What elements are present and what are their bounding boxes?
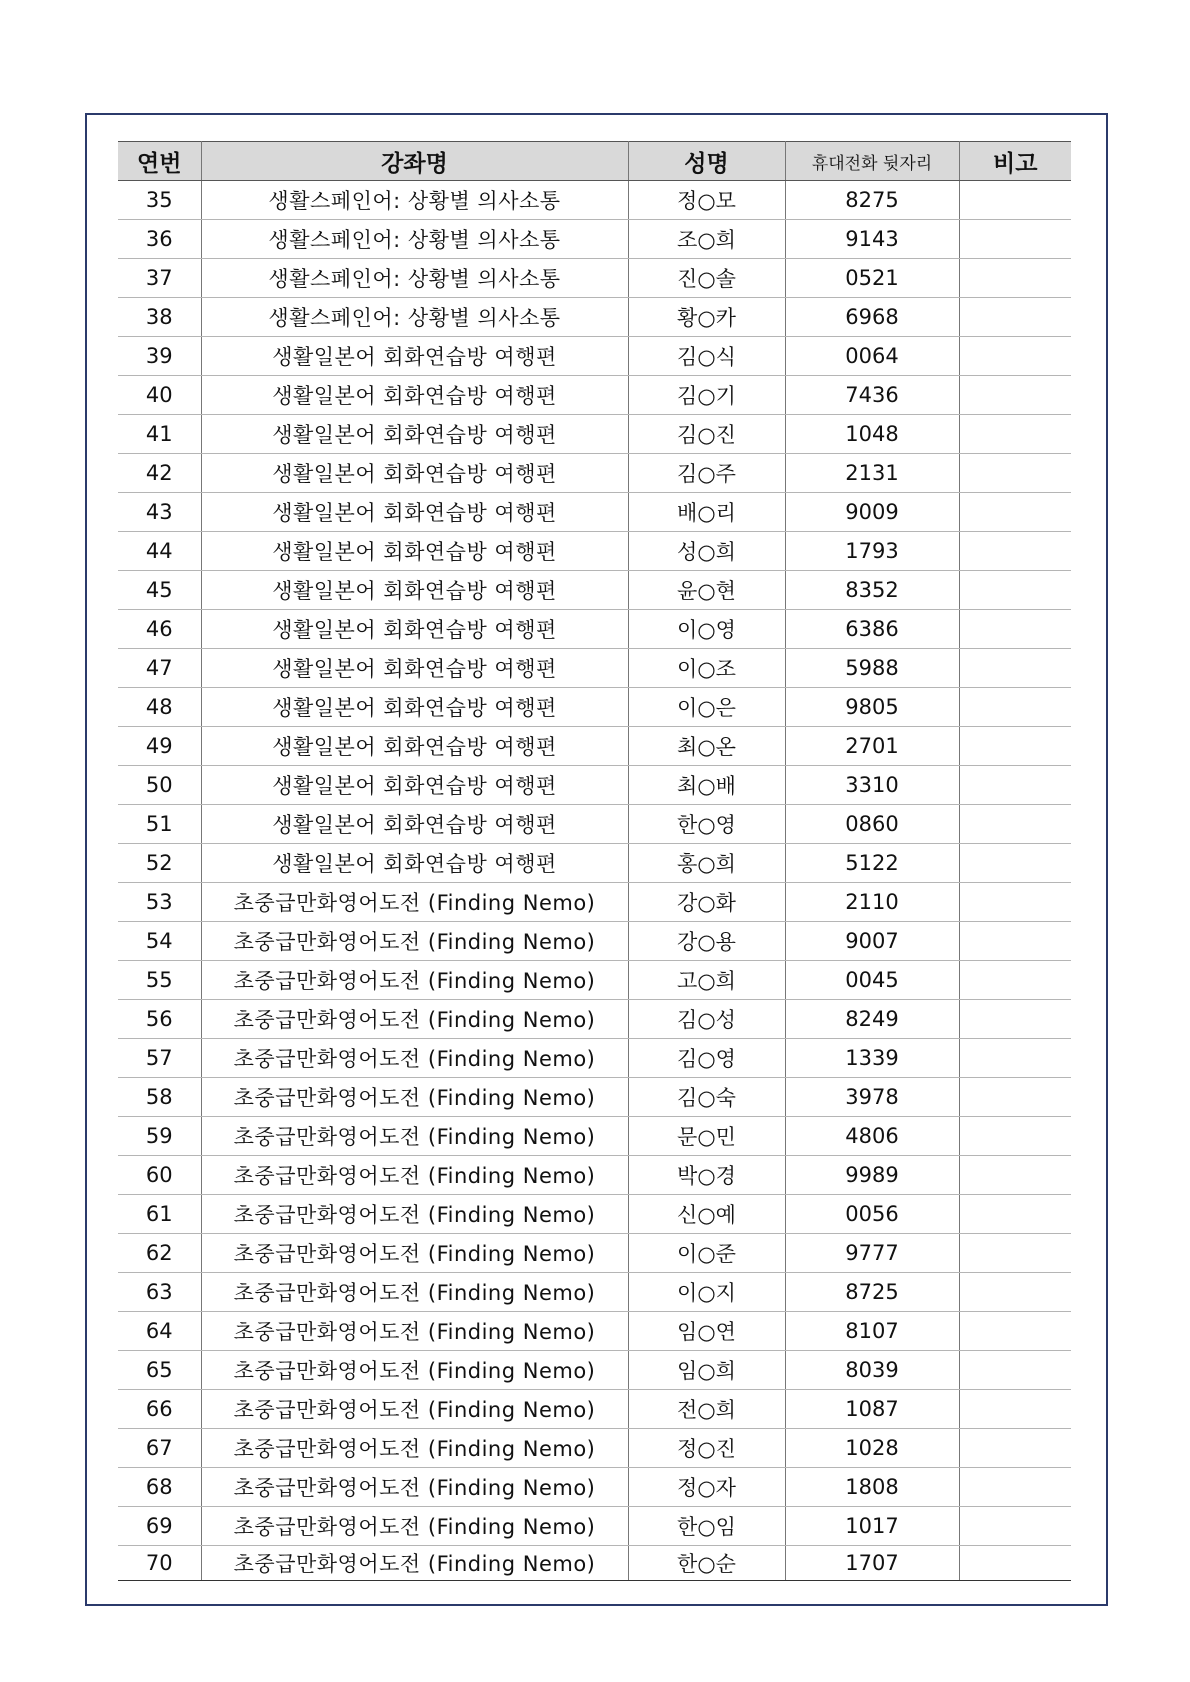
cell-note [959,1273,1071,1312]
table-row [118,1546,1071,1581]
cell-course: 초중급만화영어도전 (Finding Nemo) [201,1507,628,1546]
cell-note [959,181,1071,220]
cell-name: 윤○현 [628,571,785,610]
cell-no: 42 [118,454,201,493]
cell-note [959,1117,1071,1156]
table-row [118,1273,1071,1312]
cell-note [959,1507,1071,1546]
cell-phone: 0056 [785,1195,959,1234]
table-row [118,1156,1071,1195]
cell-course: 초중급만화영어도전 (Finding Nemo) [201,1390,628,1429]
cell-course: 초중급만화영어도전 (Finding Nemo) [201,1039,628,1078]
table-body [118,181,1071,1581]
cell-phone: 1339 [785,1039,959,1078]
table-row [118,1390,1071,1429]
cell-no: 55 [118,961,201,1000]
cell-note [959,571,1071,610]
cell-course: 초중급만화영어도전 (Finding Nemo) [201,922,628,961]
cell-note [959,1312,1071,1351]
cell-name: 임○연 [628,1312,785,1351]
cell-name: 진○솔 [628,259,785,298]
cell-phone: 1808 [785,1468,959,1507]
cell-no: 36 [118,220,201,259]
table-row [118,649,1071,688]
cell-note [959,1234,1071,1273]
cell-name: 김○주 [628,454,785,493]
header-row [118,142,1071,181]
cell-phone: 5122 [785,844,959,883]
cell-course: 생활스페인어: 상황별 의사소통 [201,181,628,220]
cell-course: 생활일본어 회화연습방 여행편 [201,532,628,571]
table-row [118,766,1071,805]
cell-course: 생활일본어 회화연습방 여행편 [201,766,628,805]
cell-name: 한○순 [628,1546,785,1581]
cell-no: 70 [118,1546,201,1581]
cell-name: 정○진 [628,1429,785,1468]
cell-name: 강○용 [628,922,785,961]
cell-no: 46 [118,610,201,649]
cell-course: 생활일본어 회화연습방 여행편 [201,610,628,649]
cell-no: 62 [118,1234,201,1273]
table-row [118,688,1071,727]
cell-no: 53 [118,883,201,922]
cell-phone: 0064 [785,337,959,376]
table-row [118,1507,1071,1546]
participant-table [118,141,1071,1581]
cell-course: 생활일본어 회화연습방 여행편 [201,649,628,688]
cell-name: 김○영 [628,1039,785,1078]
cell-no: 66 [118,1390,201,1429]
cell-no: 68 [118,1468,201,1507]
cell-course: 초중급만화영어도전 (Finding Nemo) [201,1117,628,1156]
table-row [118,1234,1071,1273]
table-row [118,1000,1071,1039]
cell-no: 50 [118,766,201,805]
cell-note [959,1546,1071,1581]
cell-phone: 1028 [785,1429,959,1468]
cell-name: 황○카 [628,298,785,337]
cell-no: 39 [118,337,201,376]
cell-note [959,922,1071,961]
cell-no: 37 [118,259,201,298]
cell-no: 43 [118,493,201,532]
cell-name: 문○민 [628,1117,785,1156]
cell-phone: 8039 [785,1351,959,1390]
cell-course: 초중급만화영어도전 (Finding Nemo) [201,883,628,922]
cell-course: 초중급만화영어도전 (Finding Nemo) [201,1546,628,1581]
cell-phone: 8275 [785,181,959,220]
cell-note [959,688,1071,727]
table-row [118,259,1071,298]
cell-phone: 5988 [785,649,959,688]
cell-no: 45 [118,571,201,610]
cell-course: 생활일본어 회화연습방 여행편 [201,805,628,844]
cell-phone: 1087 [785,1390,959,1429]
cell-name: 한○영 [628,805,785,844]
cell-course: 초중급만화영어도전 (Finding Nemo) [201,1156,628,1195]
cell-name: 이○조 [628,649,785,688]
cell-name: 이○지 [628,1273,785,1312]
table-header [118,142,1071,181]
table-row [118,454,1071,493]
cell-course: 초중급만화영어도전 (Finding Nemo) [201,1351,628,1390]
cell-no: 69 [118,1507,201,1546]
cell-course: 초중급만화영어도전 (Finding Nemo) [201,1000,628,1039]
table-row [118,1078,1071,1117]
cell-course: 생활스페인어: 상황별 의사소통 [201,220,628,259]
cell-course: 생활일본어 회화연습방 여행편 [201,844,628,883]
table-row [118,181,1071,220]
cell-name: 고○희 [628,961,785,1000]
cell-no: 51 [118,805,201,844]
table-row [118,1117,1071,1156]
cell-name: 최○배 [628,766,785,805]
cell-note [959,1195,1071,1234]
cell-course: 생활일본어 회화연습방 여행편 [201,493,628,532]
cell-phone: 1793 [785,532,959,571]
cell-note [959,1000,1071,1039]
cell-note [959,532,1071,571]
cell-note [959,766,1071,805]
cell-note [959,1156,1071,1195]
table-row [118,493,1071,532]
table-row [118,1312,1071,1351]
cell-phone: 9009 [785,493,959,532]
cell-no: 35 [118,181,201,220]
cell-note [959,259,1071,298]
cell-note [959,1390,1071,1429]
cell-course: 생활일본어 회화연습방 여행편 [201,337,628,376]
cell-name: 신○예 [628,1195,785,1234]
table-row [118,883,1071,922]
cell-phone: 9989 [785,1156,959,1195]
cell-note [959,493,1071,532]
cell-note [959,1351,1071,1390]
cell-no: 63 [118,1273,201,1312]
cell-note [959,1078,1071,1117]
table-row [118,1351,1071,1390]
cell-phone: 2110 [785,883,959,922]
cell-name: 홍○희 [628,844,785,883]
cell-no: 38 [118,298,201,337]
cell-no: 40 [118,376,201,415]
table-row [118,727,1071,766]
cell-phone: 4806 [785,1117,959,1156]
cell-course: 초중급만화영어도전 (Finding Nemo) [201,1429,628,1468]
cell-phone: 6968 [785,298,959,337]
cell-no: 61 [118,1195,201,1234]
cell-course: 초중급만화영어도전 (Finding Nemo) [201,1273,628,1312]
cell-name: 김○성 [628,1000,785,1039]
cell-no: 67 [118,1429,201,1468]
cell-no: 56 [118,1000,201,1039]
table-row [118,1429,1071,1468]
table-row [118,220,1071,259]
cell-no: 60 [118,1156,201,1195]
cell-name: 이○영 [628,610,785,649]
cell-phone: 8107 [785,1312,959,1351]
cell-name: 이○은 [628,688,785,727]
cell-no: 65 [118,1351,201,1390]
table-row [118,922,1071,961]
cell-name: 전○희 [628,1390,785,1429]
table-row [118,805,1071,844]
cell-no: 64 [118,1312,201,1351]
cell-course: 생활일본어 회화연습방 여행편 [201,571,628,610]
cell-phone: 3310 [785,766,959,805]
table-row [118,298,1071,337]
cell-course: 생활일본어 회화연습방 여행편 [201,376,628,415]
cell-note [959,727,1071,766]
cell-name: 정○자 [628,1468,785,1507]
cell-name: 최○온 [628,727,785,766]
cell-phone: 9143 [785,220,959,259]
cell-no: 41 [118,415,201,454]
table-row [118,376,1071,415]
cell-phone: 0521 [785,259,959,298]
cell-note [959,454,1071,493]
table-row [118,1468,1071,1507]
cell-no: 57 [118,1039,201,1078]
table-row [118,532,1071,571]
cell-phone: 0860 [785,805,959,844]
table-row [118,961,1071,1000]
cell-note [959,1429,1071,1468]
cell-phone: 1017 [785,1507,959,1546]
cell-course: 생활스페인어: 상황별 의사소통 [201,259,628,298]
cell-name: 강○화 [628,883,785,922]
cell-phone: 1707 [785,1546,959,1581]
cell-note [959,610,1071,649]
cell-course: 초중급만화영어도전 (Finding Nemo) [201,1078,628,1117]
cell-no: 52 [118,844,201,883]
cell-name: 김○숙 [628,1078,785,1117]
cell-no: 59 [118,1117,201,1156]
cell-name: 임○희 [628,1351,785,1390]
cell-phone: 9805 [785,688,959,727]
cell-note [959,337,1071,376]
header-course: 강좌명 [201,142,628,181]
cell-no: 44 [118,532,201,571]
cell-course: 생활스페인어: 상황별 의사소통 [201,298,628,337]
cell-course: 초중급만화영어도전 (Finding Nemo) [201,1195,628,1234]
cell-no: 58 [118,1078,201,1117]
cell-course: 생활일본어 회화연습방 여행편 [201,454,628,493]
table-row [118,337,1071,376]
table-row [118,1195,1071,1234]
cell-phone: 9777 [785,1234,959,1273]
cell-phone: 8249 [785,1000,959,1039]
cell-note [959,805,1071,844]
cell-note [959,883,1071,922]
table-row [118,844,1071,883]
cell-note [959,1468,1071,1507]
header-note: 비고 [959,142,1071,181]
table-row [118,1039,1071,1078]
cell-phone: 7436 [785,376,959,415]
cell-no: 49 [118,727,201,766]
header-no: 연번 [118,142,201,181]
cell-course: 생활일본어 회화연습방 여행편 [201,688,628,727]
cell-name: 한○임 [628,1507,785,1546]
cell-name: 정○모 [628,181,785,220]
cell-name: 성○희 [628,532,785,571]
cell-note [959,1039,1071,1078]
header-name: 성명 [628,142,785,181]
cell-course: 생활일본어 회화연습방 여행편 [201,727,628,766]
cell-name: 김○기 [628,376,785,415]
cell-course: 초중급만화영어도전 (Finding Nemo) [201,1312,628,1351]
cell-phone: 1048 [785,415,959,454]
cell-no: 54 [118,922,201,961]
cell-phone: 8352 [785,571,959,610]
table-row [118,415,1071,454]
table-row [118,610,1071,649]
cell-name: 김○식 [628,337,785,376]
cell-phone: 6386 [785,610,959,649]
cell-name: 박○경 [628,1156,785,1195]
cell-name: 김○진 [628,415,785,454]
cell-name: 이○준 [628,1234,785,1273]
cell-note [959,376,1071,415]
cell-course: 초중급만화영어도전 (Finding Nemo) [201,1234,628,1273]
header-phone: 휴대전화 뒷자리 [785,142,959,181]
cell-name: 배○리 [628,493,785,532]
cell-no: 48 [118,688,201,727]
cell-note [959,649,1071,688]
cell-phone: 3978 [785,1078,959,1117]
cell-name: 조○희 [628,220,785,259]
cell-phone: 2701 [785,727,959,766]
cell-phone: 2131 [785,454,959,493]
cell-note [959,961,1071,1000]
cell-phone: 0045 [785,961,959,1000]
cell-course: 초중급만화영어도전 (Finding Nemo) [201,961,628,1000]
cell-course: 초중급만화영어도전 (Finding Nemo) [201,1468,628,1507]
cell-note [959,220,1071,259]
cell-no: 47 [118,649,201,688]
table-row [118,571,1071,610]
cell-note [959,298,1071,337]
cell-course: 생활일본어 회화연습방 여행편 [201,415,628,454]
cell-phone: 9007 [785,922,959,961]
cell-note [959,844,1071,883]
cell-note [959,415,1071,454]
cell-phone: 8725 [785,1273,959,1312]
